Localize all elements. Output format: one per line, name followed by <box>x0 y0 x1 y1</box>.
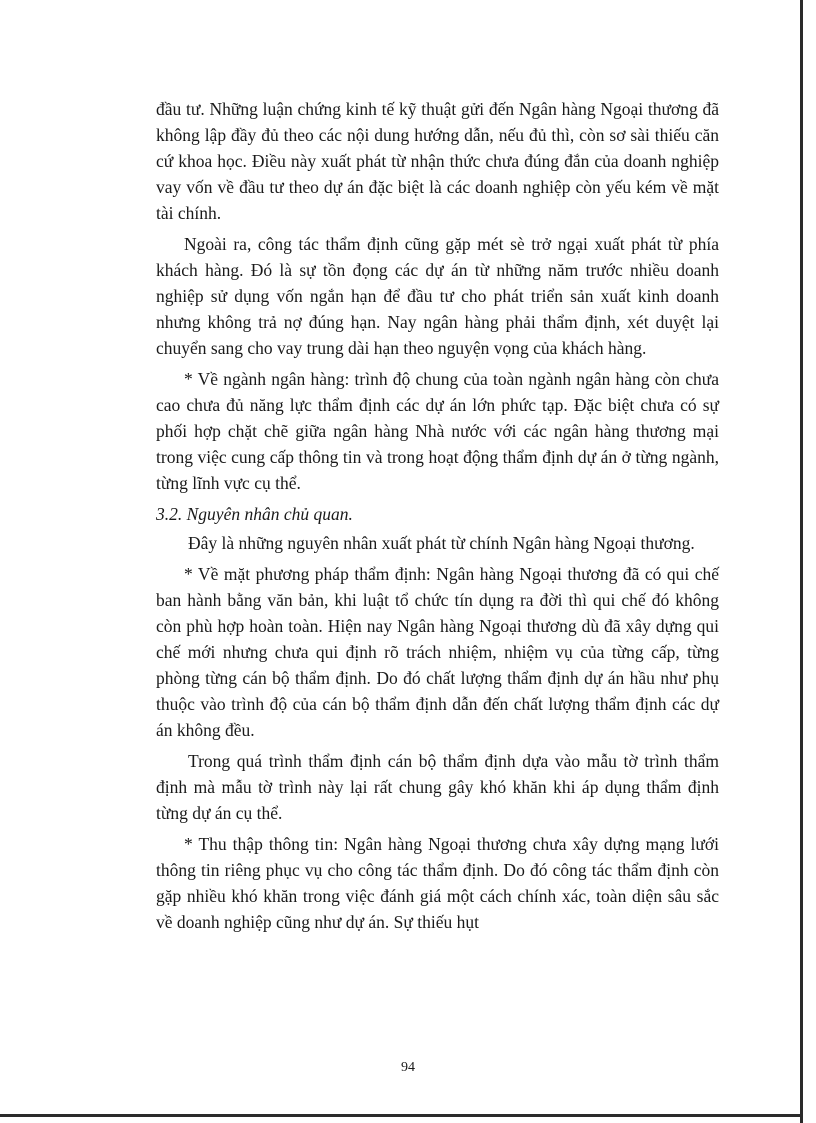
paragraph-2: Ngoài ra, công tác thẩm định cũng gặp mét sè trở ngại xuất phát từ phía khách hàng. Đó là sự tồn đọng các dự án từ những năm trước nhiều doanh nghiệp sử dụng vốn ngắn hạn để đầu tư cho phát triển sản xuất kinh doanh nhưng không trả nợ đúng hạn. Nay ngân hàng phải thẩm định, xét duyệt lại chuyển sang cho vay trung dài hạn theo nguyện vọng của khách hàng. <box>156 234 719 358</box>
paragraph-4: Đây là những nguyên nhân xuất phát từ chính Ngân hàng Ngoại thương. <box>188 533 695 553</box>
paragraph-1: đầu tư. Những luận chứng kinh tế kỹ thuật gửi đến Ngân hàng Ngoại thương đã không lập đầy đủ theo các nội dung hướng dẫn, nếu đủ thì, còn sơ sài thiếu căn cứ khoa học. Điều này xuất phát từ nhận thức chưa đúng đắn của doanh nghiệp vay vốn về đầu tư theo dự án đặc biệt là các doanh nghiệp còn yếu kém về mặt tài chính. <box>156 99 719 223</box>
paragraph-3: * Về ngành ngân hàng: trình độ chung của toàn ngành ngân hàng còn chưa cao chưa đủ năng lực thẩm định các dự án lớn phức tạp. Đặc biệt chưa có sự phối hợp chặt chẽ giữa ngân hàng Nhà nước với các ngân hàng thương mại trong việc cung cấp thông tin và trong hoạt động thẩm định dự án ở từng ngành, từng lĩnh vực cụ thể. <box>156 369 719 493</box>
section-heading: 3.2. Nguyên nhân chủ quan. <box>156 504 353 524</box>
paragraph-7: * Thu thập thông tin: Ngân hàng Ngoại thương chưa xây dựng mạng lưới thông tin riêng phục vụ cho công tác thẩm định. Do đó công tác thẩm định còn gặp nhiều khó khăn trong việc đánh giá một cách chính xác, toàn diện sâu sắc về doanh nghiệp cũng như dự án. Sự thiếu hụt <box>156 834 719 932</box>
page-border-bottom <box>0 1114 803 1117</box>
page-number: 94 <box>401 1060 415 1075</box>
paragraph-5: * Về mặt phương pháp thẩm định: Ngân hàng Ngoại thương đã có qui chế ban hành bằng văn bản, khi luật tổ chức tín dụng ra đời thì qui chế đó không còn phù hợp hoàn toàn. Hiện nay Ngân hàng Ngoại thương dù đã xây dựng qui chế mới nhưng chưa qui định rõ trách nhiệm, nhiệm vụ của từng cấp, từng phòng từng cán bộ thẩm định. Do đó chất lượng thẩm định dự án hầu như phụ thuộc vào trình độ của cán bộ thẩm định dẫn đến chất lượng thẩm định các dự án không đều. <box>156 564 719 740</box>
body-text <box>156 96 719 940</box>
page-border-right <box>800 0 803 1123</box>
paragraph-6: Trong quá trình thẩm định cán bộ thẩm định dựa vào mẫu tờ trình thẩm định mà mẫu tờ trình này lại rất chung gây khó khăn khi áp dụng thẩm định từng dự án cụ thể. <box>156 751 719 823</box>
